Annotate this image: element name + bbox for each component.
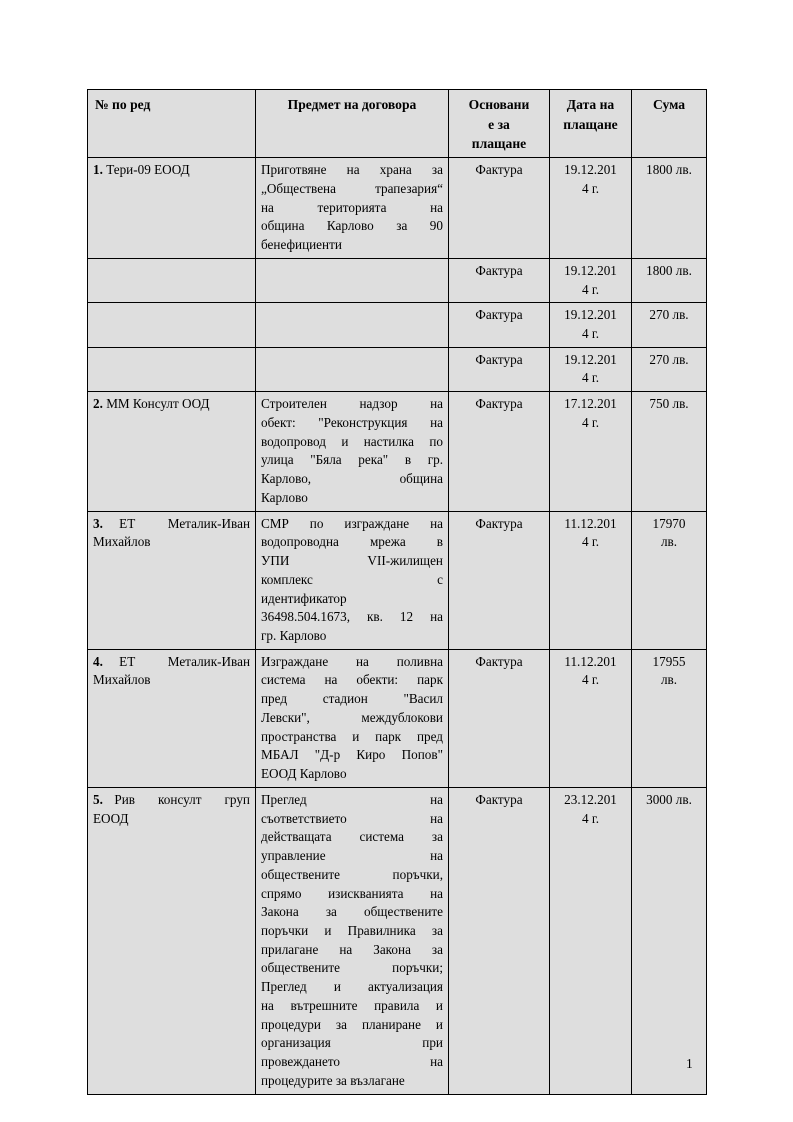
date-header-line-2: плащане [563, 116, 618, 132]
cell-basis: Фактура [449, 511, 550, 649]
table-header [88, 90, 707, 158]
cell-sum: 270 лв. [632, 303, 707, 347]
row-index: 1. [93, 162, 103, 178]
cell-subject: Преглед на съответствието на действащата система за управление на обществените поръчки, спрямо изискванията на Закона за обществените поръчки и Правилника за прилагане на Закона за обществените поръчки; Преглед и актуализация на вътрешните правила и процедури за планиране и организация при провеждането на процедурите за възлагане [256, 787, 449, 1094]
basis-header-line-3: плащане [471, 136, 527, 152]
row-index: 4. [93, 653, 103, 669]
table-row [88, 347, 707, 391]
table-row [88, 303, 707, 347]
cell-number [88, 787, 256, 1094]
table-row [88, 787, 707, 1094]
cell-date: 19.12.201 4 г. [550, 303, 632, 347]
cell-number [88, 258, 256, 302]
cell-sum: 3000 лв. [632, 787, 707, 1094]
table-row [88, 649, 707, 787]
cell-basis: Фактура [449, 258, 550, 302]
company-name-line-2: ЕООД [93, 810, 129, 826]
cell-number [88, 347, 256, 391]
basis-header-line-2: е за [488, 116, 510, 132]
column-header-number: № по ред [88, 90, 256, 158]
column-header-sum: Сума [632, 90, 707, 158]
company-name-line-1: Рив консулт груп [114, 791, 250, 807]
cell-date: 19.12.201 4 г. [550, 158, 632, 259]
contracts-table [87, 89, 707, 1095]
table-header-row [88, 90, 707, 158]
company-name: ММ Консулт ООД [106, 396, 210, 412]
cell-date: 17.12.201 4 г. [550, 392, 632, 511]
column-header-subject: Предмет на договора [256, 90, 449, 158]
cell-subject: СМР по изграждане на водопроводна мрежа в УПИ VII-жилищен комплекс с идентификатор 36498.504.1673, кв. 12 на гр. Карлово [256, 511, 449, 649]
cell-sum: 1800 лв. [632, 158, 707, 259]
table-row [88, 511, 707, 649]
cell-date: 11.12.201 4 г. [550, 511, 632, 649]
cell-number [88, 392, 256, 511]
cell-sum: 1800 лв. [632, 258, 707, 302]
cell-basis: Фактура [449, 787, 550, 1094]
cell-date: 19.12.201 4 г. [550, 347, 632, 391]
date-header-line-1: Дата на [566, 97, 615, 112]
cell-basis: Фактура [449, 303, 550, 347]
page-number: 1 [686, 1056, 693, 1071]
basis-header-line-1: Основани [468, 97, 530, 112]
cell-subject: Приготвяне на храна за „Обществена трапезария“ на територията на община Карлово за 90 бенефициенти [256, 158, 449, 259]
company-name: Тери-09 ЕООД [106, 162, 190, 178]
cell-basis: Фактура [449, 392, 550, 511]
cell-subject [256, 303, 449, 347]
company-name-line-2: Михайлов [93, 534, 151, 550]
cell-subject: Изграждане на поливна система на обекти: парк пред стадион "Васил Левски", междублокови пространства и парк пред МБАЛ "Д-р Киро Попов" ЕООД Карлово [256, 649, 449, 787]
cell-subject [256, 258, 449, 302]
company-name-line-1: ЕТ Металик-Иван [119, 653, 250, 669]
cell-sum: 750 лв. [632, 392, 707, 511]
company-name-line-1: ЕТ Металик-Иван [119, 515, 250, 531]
cell-sum: 17970 лв. [632, 511, 707, 649]
cell-basis: Фактура [449, 347, 550, 391]
cell-subject [256, 347, 449, 391]
row-index: 3. [93, 515, 103, 531]
cell-date: 19.12.201 4 г. [550, 258, 632, 302]
cell-number [88, 158, 256, 259]
cell-number [88, 649, 256, 787]
row-index: 2. [93, 396, 103, 412]
cell-sum: 17955 лв. [632, 649, 707, 787]
row-index: 5. [93, 791, 103, 807]
table-body [88, 158, 707, 1095]
column-header-basis [449, 90, 550, 158]
table-row [88, 392, 707, 511]
table-row [88, 258, 707, 302]
cell-number [88, 511, 256, 649]
cell-number [88, 303, 256, 347]
cell-date: 23.12.201 4 г. [550, 787, 632, 1094]
cell-date: 11.12.201 4 г. [550, 649, 632, 787]
table-row [88, 158, 707, 259]
cell-basis: Фактура [449, 158, 550, 259]
cell-sum: 270 лв. [632, 347, 707, 391]
cell-basis: Фактура [449, 649, 550, 787]
company-name-line-2: Михайлов [93, 672, 151, 688]
cell-subject: Строителен надзор на обект: "Реконструкция на водопровод и настилка по улица "Бяла река" в гр. Карлово, община Карлово [256, 392, 449, 511]
column-header-date [550, 90, 632, 158]
